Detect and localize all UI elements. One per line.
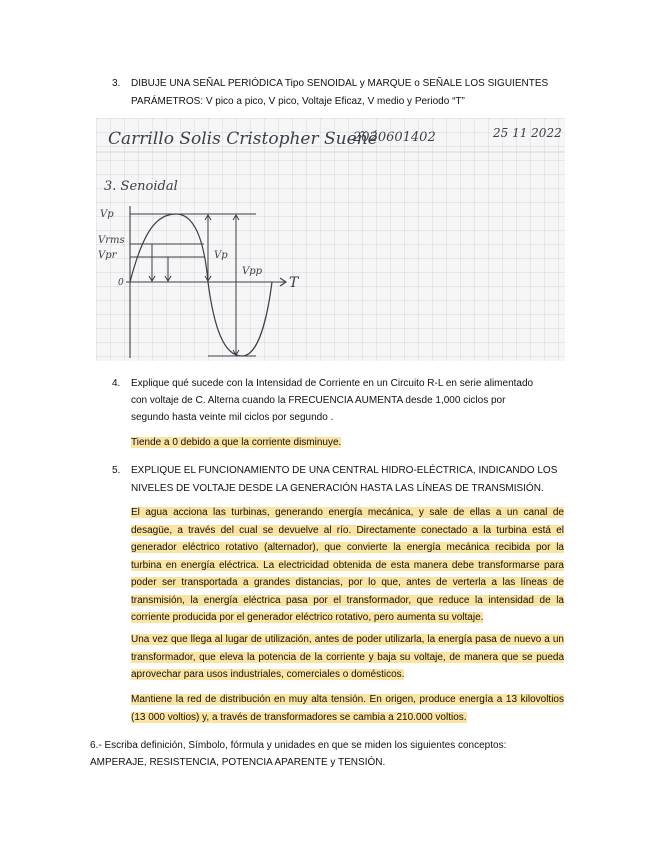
question-5-line-2: NIVELES DE VOLTAJE DESDE LA GENERACIÓN HASTA LAS LÍNEAS DE TRANSMISIÓN. [131, 483, 544, 494]
handwritten-date: 25 11 2022 [493, 126, 562, 140]
question-3-line-2: PARÁMETROS: V pico a pico, V pico, Voltaje Eficaz, V medio y Periodo “T” [131, 96, 465, 107]
question-3-number: 3. [112, 78, 121, 89]
question-4-line-3: segundo hasta veinte mil ciclos por segundo . [131, 412, 334, 423]
label-period-t: T [289, 275, 299, 291]
label-vpr: Vpr [98, 250, 117, 261]
question-6-line-1: 6.- Escriba definición, Símbolo, fórmula y unidades en que se miden los siguientes conceptos: [90, 740, 507, 751]
handwritten-sinusoid-photo [96, 118, 565, 361]
question-5-answer-paragraph-2: Una vez que llega al lugar de utilización, antes de poder utilizarla, la energía pasa de nuevo a un transformador, que eleva la potencia de la corriente y baja su voltaje, de manera que se pueda aprovechar para usos industriales, comerciales o domésticos. [131, 634, 564, 680]
question-5-answer-paragraph-3: Mantiene la red de distribución en muy alta tensión. En origen, produce energía a 13 kilovoltios (13 000 voltios) y, a través de transformadores se cambia a 210.000 voltios. [131, 694, 564, 723]
grid-paper-drawing [96, 118, 565, 361]
question-5-number: 5. [112, 465, 121, 476]
question-5-line-1: EXPLIQUE EL FUNCIONAMIENTO DE UNA CENTRAL HIDRO-ELÉCTRICA, INDICANDO LOS [131, 465, 558, 476]
question-4-number: 4. [112, 378, 121, 389]
label-vp-mid: Vp [214, 250, 228, 261]
label-vp: Vp [100, 209, 114, 220]
question-5-answer-paragraph-1: El agua acciona las turbinas, generando energía mecánica, y sale de ellas a un canal de desagüe, a través del cual se devuelve al río. Directamente conectado a la turbina está el generador eléctrico rotativo (alternador), que convierte la energía mecánica recibida por la turbina en energía eléctrica. La electricidad obtenida de esta manera debe transformarse para poder ser transportada a grandes distancias, por lo que, antes de verterla a las líneas de transmisión, la energía eléctrica pasa por el transformador, que reduce la intensidad de la corriente producida por el generador eléctrico rotativo, pero aumenta su voltaje. [131, 507, 564, 623]
label-vpp: Vpp [242, 266, 263, 277]
question-3-line-1: DIBUJE UNA SEÑAL PERIÓDICA Tipo SENOIDAL y MARQUE o SEÑALE LOS SIGUIENTES [131, 78, 549, 89]
student-name: Carrillo Solis Cristopher Sueñé [108, 129, 378, 149]
question-4-answer: Tiende a 0 debido a que la corriente disminuye. [131, 437, 342, 448]
label-vrms: Vrms [98, 235, 125, 246]
question-6-line-2: AMPERAJE, RESISTENCIA, POTENCIA APARENTE y TENSIÓN. [90, 757, 386, 768]
student-code: 2020601402 [353, 130, 436, 145]
label-zero: 0 [118, 278, 124, 288]
question-4-line-2: con voltaje de C. Alterna cuando la FRECUENCIA AUMENTA desde 1,000 ciclos por [131, 395, 506, 406]
section-label: 3. Senoidal [104, 179, 178, 194]
question-4-line-1: Explique qué sucede con la Intensidad de Corriente en un Circuito R-L en serie alimentado [131, 378, 534, 389]
